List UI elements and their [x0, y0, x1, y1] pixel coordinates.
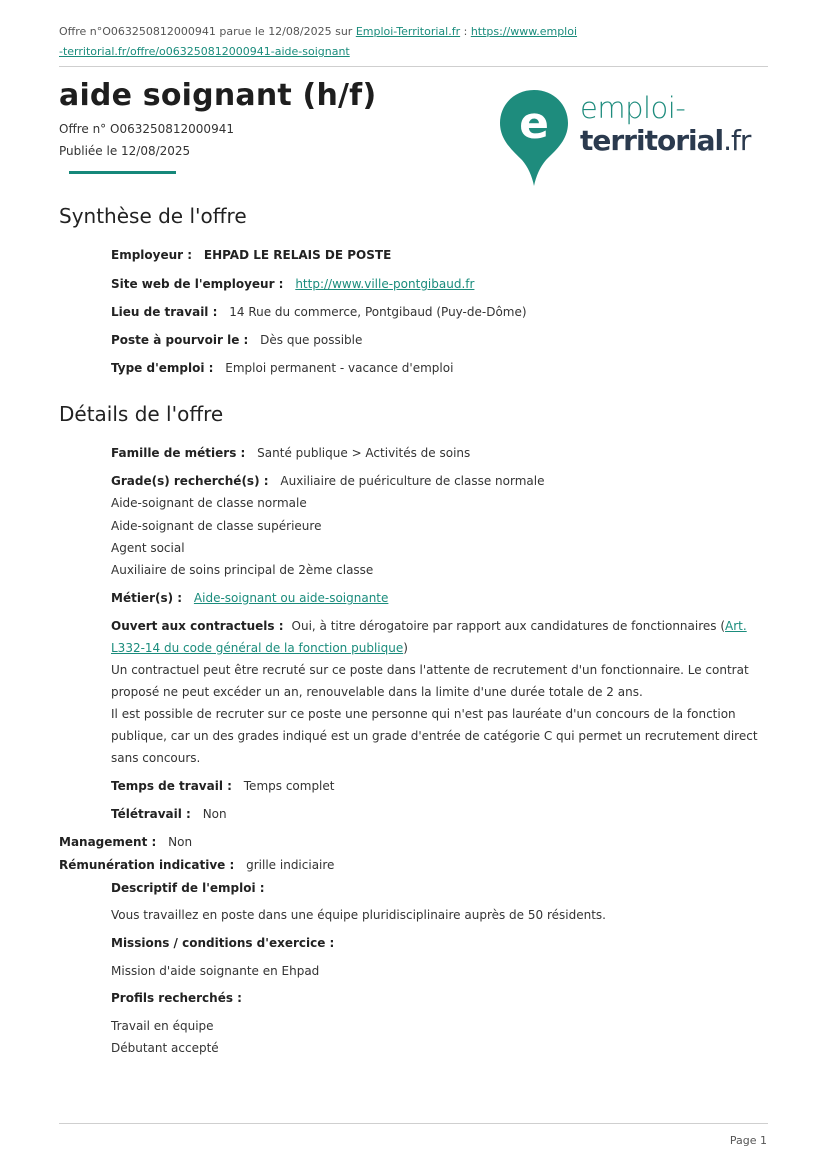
poste-value: Dès que possible — [260, 333, 363, 347]
profils-label: Profils recherchés : — [111, 991, 242, 1005]
profil-item: Débutant accepté — [111, 1041, 219, 1055]
lieu-value: 14 Rue du commerce, Pontgibaud (Puy-de-Dôme) — [229, 305, 527, 319]
temps-label: Temps de travail : — [111, 779, 232, 793]
famille-label: Famille de métiers : — [111, 446, 246, 460]
grade-item: Aide-soignant de classe normale — [111, 496, 307, 510]
profil-item: Travail en équipe — [111, 1019, 214, 1033]
remuneration-label: Rémunération indicative : — [59, 858, 235, 872]
type-label: Type d'emploi : — [111, 361, 214, 375]
published-date: Publiée le 12/08/2025 — [59, 144, 191, 158]
logo-text-emploi: emploi- — [580, 91, 686, 125]
logo-text-territorial: territorial.fr — [580, 124, 751, 157]
emploi-territorial-logo — [498, 88, 758, 188]
field-site-web — [111, 277, 474, 291]
remuneration-value: grille indiciaire — [246, 858, 335, 872]
grades-label: Grade(s) recherché(s) : — [111, 474, 269, 488]
missions-label: Missions / conditions d'exercice : — [111, 936, 335, 950]
offer-number: Offre n° O063250812000941 — [59, 122, 234, 136]
management-label: Management : — [59, 835, 157, 849]
metier-link[interactable]: Aide-soignant ou aide-soignante — [193, 591, 389, 605]
field-famille — [111, 446, 470, 460]
type-value: Emploi permanent - vacance d'emploi — [225, 361, 454, 375]
header-divider — [59, 66, 768, 67]
contractuels-paragraph-1: Un contractuel peut être recruté sur ce poste dans l'attente de recrutement d'un fonctionnaire. Le contrat proposé ne peut excéder un an, renouvelable dans la limite d'une durée totale de 2 ans. — [111, 663, 749, 699]
temps-value: Temps complet — [243, 779, 335, 793]
employeur-label: Employeur : — [111, 248, 193, 262]
metier-label: Métier(s) : — [111, 591, 183, 605]
synthese-heading: Synthèse de l'offre — [59, 204, 247, 228]
contractuels-value: Oui, à titre dérogatoire par rapport aux candidatures de fonctionnaires ( — [291, 619, 726, 633]
teletravail-value: Non — [202, 807, 227, 821]
contractuels-label: Ouvert aux contractuels : — [111, 619, 284, 633]
famille-value: Santé publique > Activités de soins — [257, 446, 471, 460]
employeur-value: EHPAD LE RELAIS DE POSTE — [203, 248, 392, 262]
svg-text:e: e — [519, 98, 549, 149]
field-employeur — [111, 248, 391, 262]
grade-item: Auxiliaire de puériculture de classe normale — [280, 474, 545, 488]
header-note — [59, 22, 579, 62]
descriptif-value: Vous travaillez en poste dans une équipe pluridisciplinaire auprès de 50 résidents. — [111, 908, 606, 922]
page-title: aide soignant (h/f) — [59, 78, 377, 113]
teletravail-label: Télétravail : — [111, 807, 191, 821]
header-note-separator: : — [460, 25, 471, 38]
field-poste — [111, 333, 362, 347]
accent-bar — [69, 171, 176, 174]
field-grades — [111, 474, 544, 488]
offer-url-link[interactable]: https://www.emploi-territorial.fr/offre/o063250812000941-aide-soignant — [59, 25, 578, 58]
grade-item: Auxiliaire de soins principal de 2ème classe — [111, 563, 374, 577]
employer-website-link[interactable]: http://www.ville-pontgibaud.fr — [295, 277, 475, 291]
grade-item: Aide-soignant de classe supérieure — [111, 519, 322, 533]
field-remuneration — [59, 858, 334, 872]
field-teletravail — [111, 807, 227, 821]
grade-item: Agent social — [111, 541, 185, 555]
field-lieu — [111, 305, 527, 319]
lieu-label: Lieu de travail : — [111, 305, 218, 319]
details-heading: Détails de l'offre — [59, 402, 224, 426]
footer-divider — [59, 1123, 768, 1124]
field-type-emploi — [111, 361, 453, 375]
field-management — [59, 835, 192, 849]
site-web-label: Site web de l'employeur : — [111, 277, 284, 291]
descriptif-label: Descriptif de l'emploi : — [111, 881, 265, 895]
site-link[interactable]: Emploi-Territorial.fr — [355, 25, 461, 38]
contractuels-paragraph-2: Il est possible de recruter sur ce poste une personne qui n'est pas lauréate d'un concours de la fonction publique, car un des grades indiqué est un grade d'entrée de catégorie C qui permet un recrutement direct sans concours. — [111, 707, 758, 765]
missions-value: Mission d'aide soignante en Ehpad — [111, 964, 320, 978]
management-value: Non — [168, 835, 193, 849]
map-pin-icon — [498, 88, 570, 188]
header-note-prefix: Offre n°O063250812000941 parue le 12/08/2025 sur — [59, 25, 356, 38]
page-number: Page 1 — [729, 1134, 767, 1147]
field-contractuels: Ouvert aux contractuels : Oui, à titre dérogatoire par rapport aux candidatures de fonctionnaires (Art. L332-14 du code général de la fonction publique) — [111, 619, 747, 655]
field-metier — [111, 591, 388, 605]
code-article-link[interactable]: Art. L332-14 du code général de la fonction publique — [111, 619, 747, 655]
field-temps — [111, 779, 334, 793]
poste-label: Poste à pourvoir le : — [111, 333, 249, 347]
